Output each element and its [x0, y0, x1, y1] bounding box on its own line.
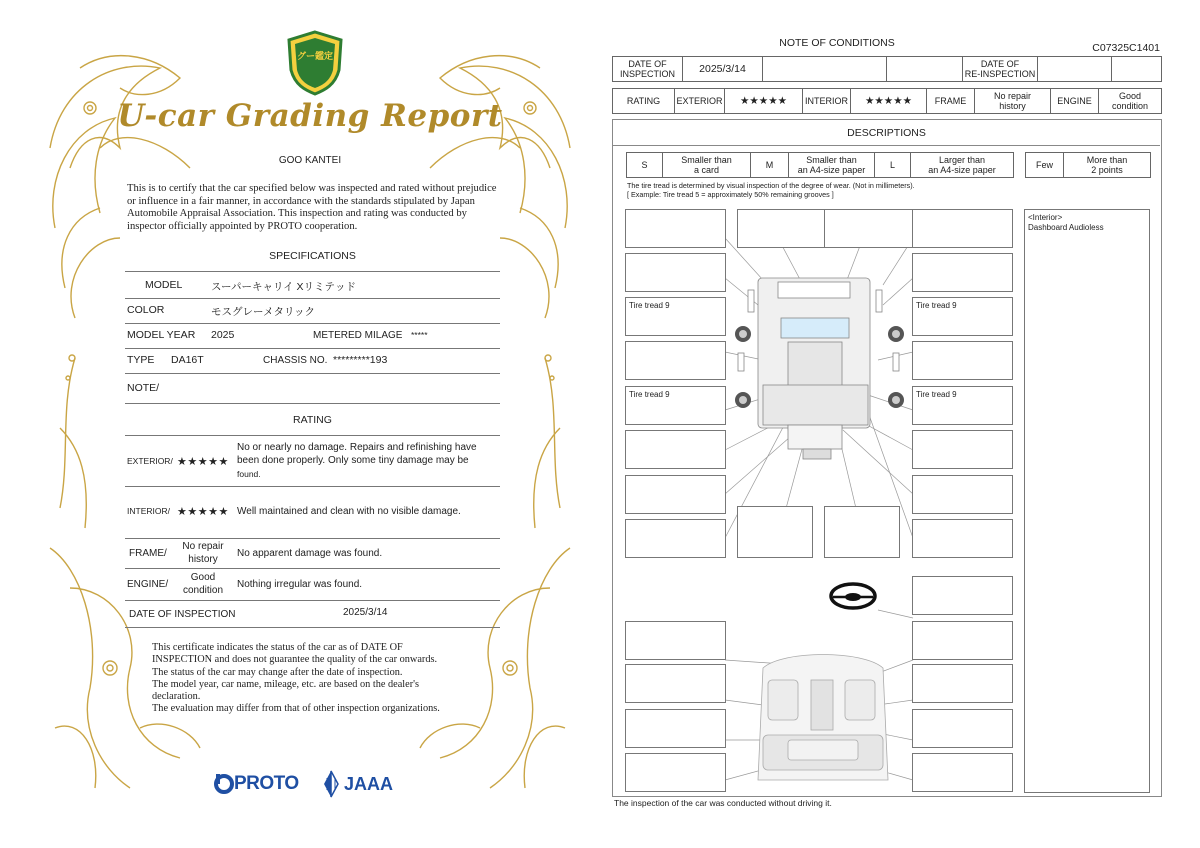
damage-box[interactable]: [625, 475, 726, 514]
exterior-description-tail: found.: [237, 469, 261, 479]
mileage-label: METERED MILAGE: [313, 330, 403, 341]
inspection-date-table: [612, 56, 1162, 82]
logos: [210, 770, 410, 800]
tread-note-1: The tire tread is determined by visual inspection of the degree of wear. (Not in millimeters).: [627, 181, 915, 190]
damage-box[interactable]: [912, 475, 1013, 514]
engine-rating-row: [125, 569, 500, 601]
exterior-stars: ★★★★★: [725, 89, 803, 113]
frame-value: [975, 89, 1051, 113]
frame-rating-row: [125, 539, 500, 569]
interior-panel-label: <Interior>: [1028, 213, 1063, 222]
damage-box[interactable]: [912, 430, 1013, 469]
damage-box[interactable]: [737, 209, 838, 248]
notice-line: INSPECTION and does not guarantee the quality of the car onwards.: [152, 654, 438, 666]
jaaa-logo-text: JAAA: [344, 774, 394, 794]
interior-description: Well maintained and clean with no visible damage.: [237, 506, 461, 517]
tire-tread-label: Tire tread 9: [916, 390, 957, 399]
rating-heading: RATING: [293, 414, 332, 426]
type-row: [125, 349, 500, 374]
specifications-heading: SPECIFICATIONS: [269, 250, 356, 262]
engine-label: ENGINE/: [127, 579, 169, 590]
legend-l-desc-line2: an A4-size paper: [928, 165, 996, 175]
damage-box[interactable]: [625, 753, 726, 792]
notice-line: The status of the car may change after the date of inspection.: [152, 666, 403, 678]
shield-icon: [285, 30, 345, 96]
footer-note: The inspection of the car was conducted without driving it.: [614, 798, 832, 808]
jaaa-logo-icon: [320, 770, 342, 798]
chassis-label: CHASSIS NO.: [263, 355, 328, 366]
damage-box[interactable]: [625, 430, 726, 469]
exterior-label: EXTERIOR: [675, 89, 725, 113]
report-code: C07325C1401: [1092, 42, 1160, 54]
proto-logo-text: PROTO: [234, 773, 299, 794]
steering-wheel-icon: [831, 584, 875, 608]
date-of-inspection-label-line2: INSPECTION: [619, 69, 675, 79]
tire-tread-rear-left[interactable]: [625, 386, 726, 425]
notice-line: declaration.: [152, 691, 201, 703]
color-row: [125, 299, 500, 324]
model-year-row: [125, 324, 500, 349]
frame-value-line1: No repair: [993, 91, 1031, 101]
report-title: U-car Grading Report: [117, 98, 503, 134]
damage-box[interactable]: [912, 621, 1013, 660]
legend-m: M: [751, 153, 789, 177]
tire-tread-front-right[interactable]: [912, 297, 1013, 336]
tread-note-2: [ Example: Tire tread 5 = approximately 50% remaining grooves ]: [627, 190, 834, 199]
damage-box[interactable]: [625, 253, 726, 292]
interior-label: INTERIOR: [803, 89, 851, 113]
inspection-date-value: 2025/3/14: [343, 607, 388, 618]
model-value: スーパーキャリイ Xリミテッド: [211, 281, 357, 293]
type-value: DA16T: [171, 354, 204, 366]
grading-certificate: [40, 28, 580, 828]
inspection-date-label: DATE OF INSPECTION: [129, 609, 236, 620]
note-of-conditions: [612, 30, 1164, 810]
date-of-inspection-value: 2025/3/14: [683, 57, 763, 81]
color-value: モスグレーメタリック: [211, 306, 316, 318]
model-year-label: MODEL YEAR: [127, 329, 196, 341]
proto-logo-icon: [214, 772, 234, 796]
damage-box[interactable]: [737, 506, 813, 558]
exterior-rating-row: [125, 435, 500, 487]
model-row: [125, 271, 500, 299]
frame-label: FRAME: [927, 89, 975, 113]
frame-description: No apparent damage was found.: [237, 548, 383, 559]
interior-rating-row: [125, 487, 500, 539]
notice-line: The evaluation may differ from that of other inspection organizations.: [152, 703, 440, 715]
damage-box[interactable]: [824, 506, 900, 558]
engine-value-line1: Good: [190, 572, 216, 583]
frame-value-line1: No repair: [182, 541, 224, 552]
damage-box[interactable]: [625, 664, 726, 703]
date-of-inspection-label: [613, 57, 683, 81]
exterior-description: No or nearly no damage. Repairs and refinishing have been done properly. Only some tiny damage may be: [237, 442, 477, 466]
damage-box[interactable]: [625, 621, 726, 660]
legend-s-desc-line1: Smaller than: [681, 155, 732, 165]
date-of-reinspection-label: [963, 57, 1038, 81]
date-of-reinspection-label-line1: DATE OF: [980, 59, 1020, 69]
tire-tread-label: Tire tread 9: [629, 301, 670, 310]
damage-box[interactable]: [912, 341, 1013, 380]
legend-m-desc-line2: an A4-size paper: [797, 165, 866, 175]
damage-box[interactable]: [625, 341, 726, 380]
empty-cell: [763, 57, 887, 81]
damage-box[interactable]: [912, 209, 1013, 248]
damage-box[interactable]: [912, 664, 1013, 703]
color-label: COLOR: [127, 304, 165, 316]
frame-value: [177, 541, 229, 566]
legend-few-desc-line1: More than: [1086, 155, 1128, 165]
damage-box[interactable]: [625, 709, 726, 748]
legend-few: Few: [1026, 153, 1064, 177]
descriptions-panel: [612, 119, 1162, 797]
damage-box[interactable]: [912, 519, 1013, 558]
tire-tread-label: Tire tread 9: [916, 301, 957, 310]
legend-s: S: [627, 153, 663, 177]
tire-tread-rear-right[interactable]: [912, 386, 1013, 425]
notice-line: This certificate indicates the status of the car as of DATE OF: [152, 642, 403, 653]
noc-title: NOTE OF CONDITIONS: [779, 37, 895, 49]
frame-value-line2: history: [188, 553, 218, 565]
engine-label: ENGINE: [1051, 89, 1099, 113]
rating-table: [612, 88, 1162, 114]
engine-value-line1: Good: [1118, 91, 1142, 101]
legend-m-desc-line1: Smaller than: [806, 155, 857, 165]
report-subtitle: GOO KANTEI: [278, 155, 342, 166]
model-year-value: 2025: [211, 329, 235, 341]
mileage-value: *****: [411, 330, 428, 340]
damage-box[interactable]: [625, 519, 726, 558]
damage-box[interactable]: [912, 753, 1013, 792]
certificate-notice: [152, 642, 482, 716]
interior-stars: ★★★★★: [851, 89, 927, 113]
exterior-stars: ★★★★★: [177, 456, 229, 468]
notice-line: The model year, car name, mileage, etc. are based on the dealer's: [152, 678, 420, 690]
note-row: [125, 374, 500, 404]
engine-value-line2: condition: [1111, 101, 1149, 111]
engine-description: Nothing irregular was found.: [237, 579, 363, 590]
empty-cell: [1112, 57, 1161, 81]
badge-text: グー鑑定: [297, 52, 334, 62]
interior-label: INTERIOR/: [127, 506, 170, 516]
date-of-inspection-label-line1: DATE OF: [628, 59, 667, 69]
tire-tread-front-left[interactable]: [625, 297, 726, 336]
type-label: TYPE: [127, 354, 155, 366]
model-label: MODEL: [145, 279, 183, 291]
damage-box[interactable]: [824, 209, 925, 248]
inspection-date-row: [125, 601, 500, 628]
legend-s-desc-line2: a card: [693, 165, 719, 175]
legend-few-desc-line2: 2 points: [1091, 165, 1123, 175]
note-label: NOTE/: [127, 382, 160, 394]
frame-value-line2: history: [999, 101, 1026, 111]
rating-label: RATING: [613, 89, 675, 113]
damage-box[interactable]: [625, 209, 726, 248]
legend-l: L: [875, 153, 911, 177]
legend-l-desc-line1: Larger than: [938, 155, 986, 165]
damage-box[interactable]: [912, 576, 1013, 615]
engine-value: [1099, 89, 1161, 113]
goo-kantei-badge: [285, 30, 345, 96]
damage-box[interactable]: [912, 253, 1013, 292]
date-of-reinspection-label-line2: RE-INSPECTION: [964, 69, 1036, 79]
engine-value-line2: condition: [182, 584, 224, 596]
tire-tread-label: Tire tread 9: [629, 390, 670, 399]
interior-notes-panel: [1024, 209, 1150, 793]
interior-stars: ★★★★★: [177, 506, 229, 518]
empty-cell: [887, 57, 963, 81]
interior-panel-text: Dashboard Audioless: [1028, 223, 1104, 232]
date-of-reinspection-value: [1038, 57, 1112, 81]
damage-box[interactable]: [912, 709, 1013, 748]
exterior-label: EXTERIOR/: [127, 456, 173, 466]
engine-value: [177, 572, 229, 597]
descriptions-heading: DESCRIPTIONS: [613, 120, 1160, 146]
certification-text: This is to certify that the car specified below was inspected and rated without prejudice or influence in a fair manner, in accordance with the standards stipulated by Japan Automobile Appraisal Association. This inspection and rating was conducted by inspector officially appointed by PROTO cooperation.: [127, 183, 497, 232]
chassis-value: *********193: [333, 354, 388, 366]
frame-label: FRAME/: [129, 548, 167, 559]
